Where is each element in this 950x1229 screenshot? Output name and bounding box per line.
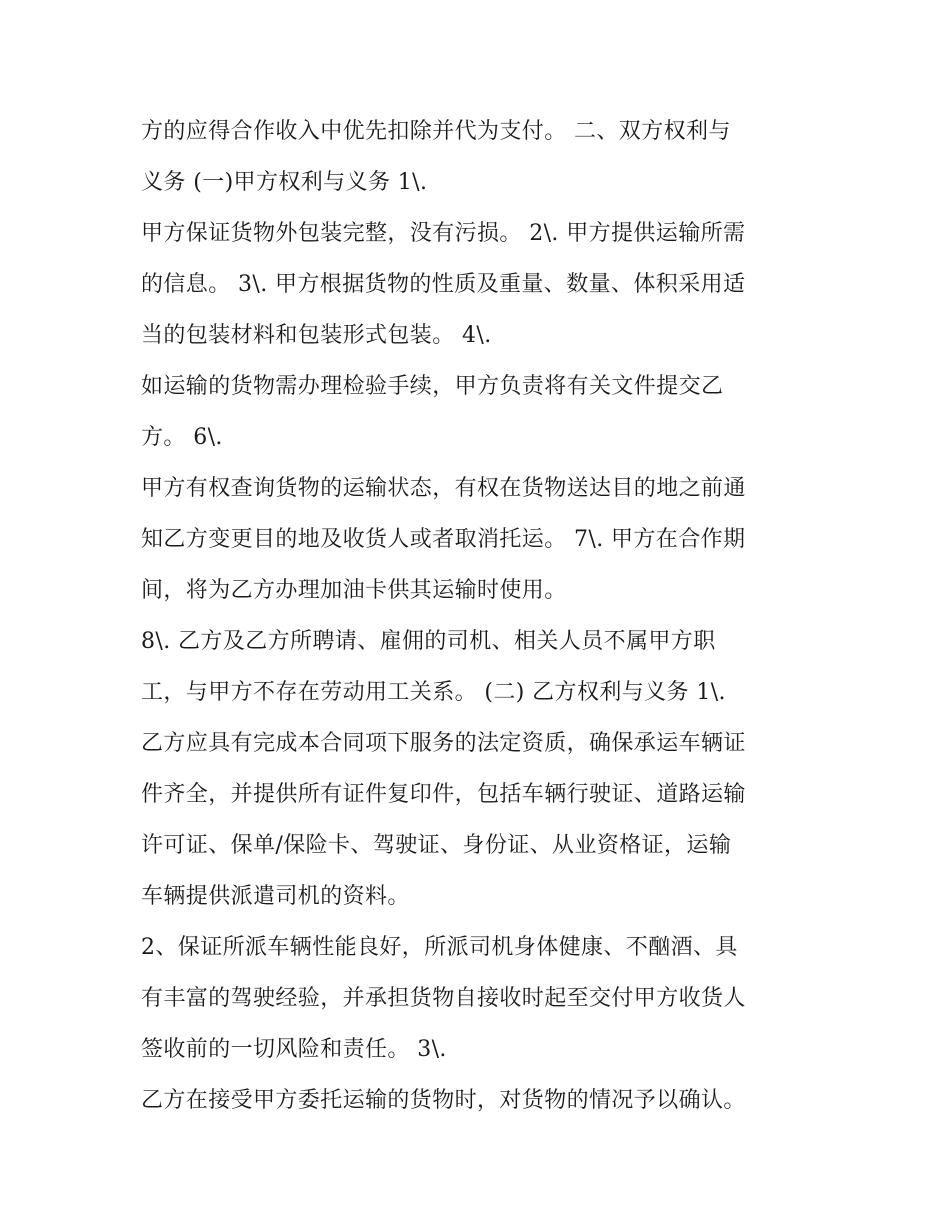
text-line: 义务 (一)甲方权利与义务 1\. xyxy=(141,170,428,195)
text-line: 8\. 乙方及乙方所聘请、雇佣的司机、相关人员不属甲方职 xyxy=(141,629,716,654)
text-line: 当的包装材料和包装形式包装。 4\. xyxy=(141,323,492,348)
text-line: 间，将为乙方办理加油卡供其运输时使用。 xyxy=(141,578,567,603)
text-line: 如运输的货物需办理检验手续，甲方负责将有关文件提交乙 xyxy=(141,374,724,399)
text-line: 车辆提供派遣司机的资料。 xyxy=(141,884,410,909)
text-line: 有丰富的驾驶经验，并承担货物自接收时起至交付甲方收货人 xyxy=(141,986,746,1011)
text-line: 许可证、保单/保险卡、驾驶证、身份证、从业资格证，运输 xyxy=(141,833,732,858)
text-line: 签收前的一切风险和责任。 3\. xyxy=(141,1037,447,1062)
text-line: 知乙方变更目的地及收货人或者取消托运。 7\. 甲方在合作期 xyxy=(141,527,746,552)
document-body xyxy=(141,106,821,1126)
text-line: 乙方在接受甲方委托运输的货物时，对货物的情况予以确认。 xyxy=(141,1088,746,1113)
text-line: 的信息。 3\. 甲方根据货物的性质及重量、数量、体积采用适 xyxy=(141,272,746,297)
text-line: 甲方有权查询货物的运输状态，有权在货物送达目的地之前通 xyxy=(141,476,746,501)
text-line: 甲方保证货物外包装完整，没有污损。 2\. 甲方提供运输所需 xyxy=(141,221,746,246)
text-line: 工，与甲方不存在劳动用工关系。 (二) 乙方权利与义务 1\. xyxy=(141,680,726,705)
text-line: 方的应得合作收入中优先扣除并代为支付。 二、双方权利与 xyxy=(141,119,731,144)
text-line: 2、保证所派车辆性能良好，所派司机身体健康、不酗酒、具 xyxy=(141,935,738,960)
text-line: 件齐全，并提供所有证件复印件，包括车辆行驶证、道路运输 xyxy=(141,782,746,807)
text-line: 方。 6\. xyxy=(141,425,223,450)
text-line: 乙方应具有完成本合同项下服务的法定资质，确保承运车辆证 xyxy=(141,731,746,756)
